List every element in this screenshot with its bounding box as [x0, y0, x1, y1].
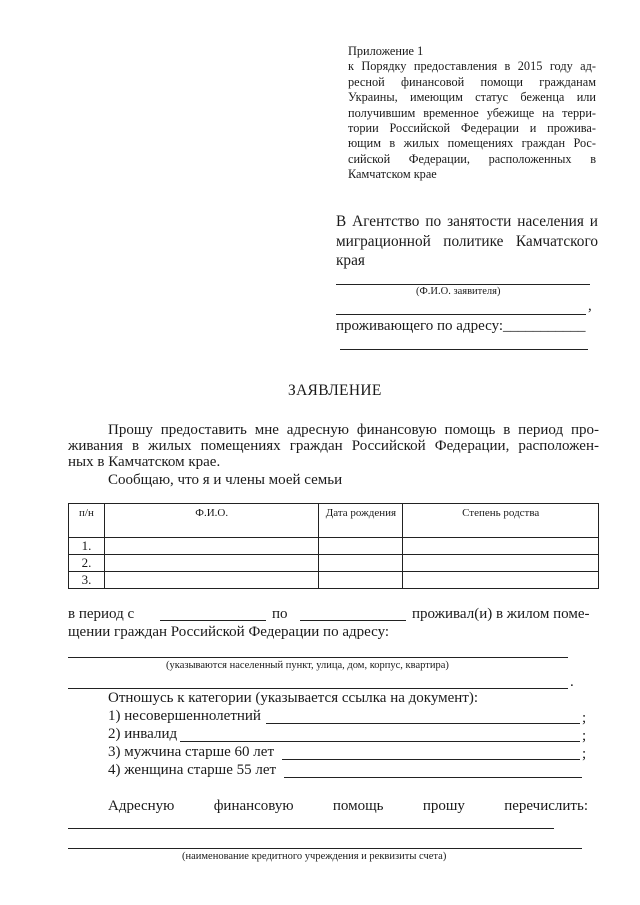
addressee-line: края — [336, 252, 365, 269]
col-header-birthdate: Дата рождения — [319, 504, 403, 538]
row-num: 2. — [69, 555, 105, 572]
table-row — [69, 572, 599, 589]
request-line: Прошу предоставить мне адресную финансовую помощь в период про- — [108, 422, 599, 438]
table-row — [69, 538, 599, 555]
category-minor-field[interactable] — [266, 723, 580, 724]
family-table — [68, 503, 599, 589]
appendix-line: получившим временное убежище на терри- — [348, 105, 596, 120]
period-line-2: щении граждан Российской Федерации по адресу: — [68, 624, 390, 640]
residing-address-line[interactable] — [340, 349, 588, 350]
document-title: ЗАЯВЛЕНИЕ — [288, 382, 382, 399]
birthdate-cell[interactable] — [319, 555, 403, 572]
relation-cell[interactable] — [403, 555, 599, 572]
fio-caption: (Ф.И.О. заявителя) — [416, 286, 501, 297]
appendix-line: тории Российской Федерации и прожива- — [348, 121, 596, 136]
category-intro: Отношусь к категории (указывается ссылка на документ): — [108, 690, 479, 706]
appendix-line: Камчатском крае — [348, 167, 437, 182]
bank-details-line-2[interactable] — [68, 848, 582, 849]
appendix-note — [348, 44, 596, 183]
appendix-line: сийской Федерации, расположенных в — [348, 151, 596, 166]
family-intro: Сообщаю, что я и члены моей семьи — [108, 472, 343, 488]
payment-label: Адресную финансовую помощь прошу перечислить: — [108, 798, 588, 814]
address-line[interactable] — [68, 657, 568, 658]
fio-cell[interactable] — [104, 555, 319, 572]
address-caption: (указываются населенный пункт, улица, дом, корпус, квартира) — [166, 660, 449, 671]
applicant-name-line-2[interactable] — [336, 314, 586, 315]
row-num: 3. — [69, 572, 105, 589]
category-item-minor: 1) несовершеннолетний — [108, 708, 261, 724]
category-woman-55-field[interactable] — [284, 777, 582, 778]
row-num: 1. — [69, 538, 105, 555]
birthdate-cell[interactable] — [319, 538, 403, 555]
col-header-fio: Ф.И.О. — [104, 504, 319, 538]
col-header-num: п/н — [69, 504, 105, 538]
birthdate-cell[interactable] — [319, 572, 403, 589]
appendix-line: Приложение 1 — [348, 44, 424, 58]
category-disabled-field[interactable] — [180, 741, 580, 742]
relation-cell[interactable] — [403, 572, 599, 589]
relation-cell[interactable] — [403, 538, 599, 555]
table-row — [69, 555, 599, 572]
category-item-disabled: 2) инвалид — [108, 726, 178, 742]
addressee-line: миграционной политике Камчатского — [336, 232, 598, 250]
request-line: живания в жилых помещениях граждан Российской Федерации, расположен- — [68, 438, 599, 454]
comma: , — [588, 298, 592, 314]
item-end: ; — [582, 728, 587, 744]
addressee-block — [336, 212, 598, 271]
period-from-label: в период с — [68, 606, 135, 622]
item-end: ; — [582, 746, 587, 762]
appendix-line: Украины, имеющим статус беженца или — [348, 90, 596, 105]
category-man-60-field[interactable] — [282, 759, 580, 760]
period-from-field[interactable] — [160, 620, 266, 621]
request-line: ных в Камчатском крае. — [68, 454, 221, 470]
bank-caption: (наименование кредитного учреждения и реквизиты счета) — [182, 851, 447, 862]
period-end: . — [570, 674, 574, 690]
period-to-field[interactable] — [300, 620, 406, 621]
appendix-line: ющим в жилых помещениях граждан Рос- — [348, 136, 596, 151]
appendix-line: к Порядку предоставления в 2015 году ад- — [348, 59, 596, 74]
address-line-2[interactable] — [68, 688, 568, 689]
category-item-man-60: 3) мужчина старше 60 лет — [108, 744, 274, 760]
lived-label: проживал(и) в жилом поме- — [412, 606, 590, 622]
item-end: ; — [582, 710, 587, 726]
residing-label: проживающего по адресу:___________ — [336, 318, 586, 334]
appendix-line: ресной финансовой помощи гражданам — [348, 74, 596, 89]
period-to-label: по — [272, 606, 288, 622]
applicant-name-line[interactable] — [336, 284, 590, 285]
fio-cell[interactable] — [104, 538, 319, 555]
table-header-row — [69, 504, 599, 538]
bank-details-line[interactable] — [68, 828, 554, 829]
category-item-woman-55: 4) женщина старше 55 лет — [108, 762, 277, 778]
fio-cell[interactable] — [104, 572, 319, 589]
col-header-relation: Степень родства — [403, 504, 599, 538]
addressee-line: В Агентство по занятости населения и — [336, 213, 598, 230]
